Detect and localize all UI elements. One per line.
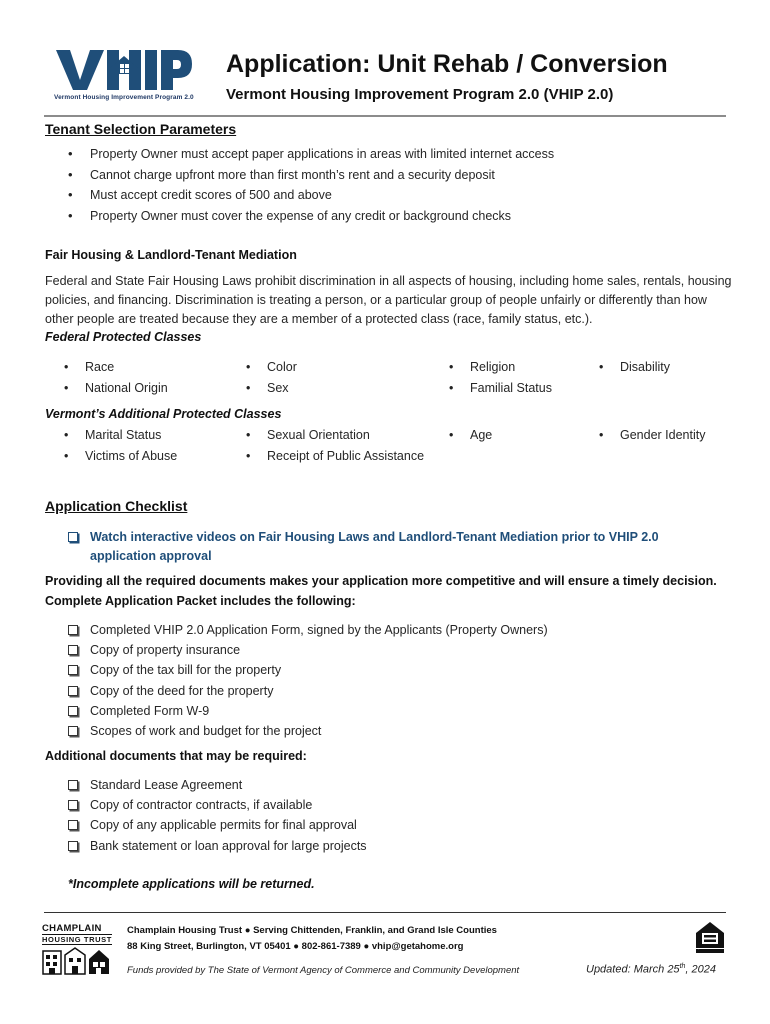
list-item: • Property Owner must accept paper applications in areas with limited internet access — [68, 144, 554, 165]
checkbox-icon[interactable] — [68, 706, 78, 716]
list-item: • Property Owner must cover the expense of any credit or background checks — [68, 206, 554, 227]
page-subtitle: Vermont Housing Improvement Program 2.0 (VHIP 2.0) — [226, 86, 614, 103]
vhip-wordmark — [54, 46, 194, 94]
list-item[interactable] — [68, 620, 548, 640]
list-item[interactable] — [68, 681, 548, 701]
protected-class: • Age — [449, 425, 599, 446]
protected-class: • Marital Status — [64, 425, 246, 446]
list-item[interactable] — [68, 701, 548, 721]
protected-class: • Familial Status — [449, 378, 599, 399]
application-checklist-heading: Application Checklist — [45, 498, 188, 514]
checkbox-icon[interactable] — [68, 726, 78, 736]
federal-classes-grid — [64, 357, 724, 399]
list-item-label: Bank statement or loan approval for large projects — [90, 838, 367, 853]
vhip-logo-tagline: Vermont Housing Improvement Program 2.0 — [54, 94, 194, 101]
checkbox-icon[interactable] — [68, 665, 78, 675]
checklist-note-2: Complete Application Packet includes the following: — [45, 594, 356, 608]
list-item-label: Standard Lease Agreement — [90, 778, 243, 792]
fair-housing-heading: Fair Housing & Landlord-Tenant Mediation — [45, 248, 297, 262]
list-item[interactable] — [68, 721, 548, 741]
checklist-note-1: Providing all the required documents makes your application more competitive and will ensure a timely decision. — [45, 574, 717, 588]
list-item-label: Completed VHIP 2.0 Application Form, signed by the Applicants (Property Owners) — [90, 623, 548, 637]
checkbox-icon[interactable] — [68, 800, 78, 810]
list-item-label: Copy of contractor contracts, if available — [90, 798, 313, 813]
protected-class: • Sexual Orientation — [246, 425, 449, 446]
header-divider — [44, 115, 726, 117]
protected-class: • Gender Identity — [599, 425, 724, 446]
protected-class: • Receipt of Public Assistance — [246, 446, 449, 467]
list-item-label: Copy of the deed for the property — [90, 683, 274, 698]
page-title: Application: Unit Rehab / Conversion — [226, 50, 668, 78]
equal-housing-opportunity-icon: EQUAL HOUSING OPPORTUNITY — [694, 920, 726, 959]
buildings-icon — [42, 945, 112, 975]
required-documents-list — [68, 620, 548, 741]
checkbox-icon[interactable] — [68, 780, 78, 790]
checkbox-icon[interactable] — [68, 532, 78, 542]
champlain-housing-trust-logo: CHAMPLAIN HOUSING TRUST — [42, 924, 112, 980]
footer-divider — [44, 912, 726, 913]
list-item[interactable] — [68, 640, 548, 660]
checkbox-icon[interactable] — [68, 686, 78, 696]
incomplete-warning: *Incomplete applications will be returned. — [68, 877, 315, 891]
checkbox-icon[interactable] — [68, 625, 78, 635]
protected-class: • Disability — [599, 357, 724, 378]
watch-videos-item[interactable] — [68, 528, 728, 566]
protected-class: • Color — [246, 357, 449, 378]
updated-date: Updated: March 25th, 2024 — [586, 963, 716, 976]
checkbox-icon[interactable] — [68, 841, 78, 851]
footer-org-line: Champlain Housing Trust ● Serving Chittenden, Franklin, and Grand Isle Counties — [127, 925, 497, 936]
watch-videos-label: Watch interactive videos on Fair Housing Laws and Landlord-Tenant Mediation prior to VHIP 2.0 application approval — [90, 530, 659, 563]
tenant-selection-heading: Tenant Selection Parameters — [45, 121, 237, 137]
checkbox-icon[interactable] — [68, 645, 78, 655]
tenant-selection-list — [68, 144, 554, 226]
protected-class: • Race — [64, 357, 246, 378]
list-item: • Must accept credit scores of 500 and above — [68, 185, 554, 206]
vhip-logo — [54, 46, 194, 108]
list-item-label: Copy of property insurance — [90, 643, 241, 658]
vermont-classes-grid — [64, 425, 724, 467]
checkbox-icon[interactable] — [68, 820, 78, 830]
list-item-label: Completed Form W-9 — [90, 703, 210, 718]
additional-documents-list — [68, 775, 367, 856]
additional-documents-heading: Additional documents that may be required: — [45, 749, 307, 763]
protected-class: • National Origin — [64, 378, 246, 399]
list-item[interactable] — [68, 775, 367, 795]
protected-class: • Religion — [449, 357, 599, 378]
list-item-label: Copy of any applicable permits for final approval — [90, 818, 357, 833]
footer-funding-line: Funds provided by The State of Vermont Agency of Commerce and Community Development — [127, 965, 520, 976]
list-item-label: Copy of the tax bill for the property — [90, 663, 282, 678]
list-item[interactable] — [68, 660, 548, 680]
fair-housing-paragraph: Federal and State Fair Housing Laws prohibit discrimination in all aspects of housing, including home sales, rentals, housing policies, and financing. Discrimination is treating a person, or a particular group of people unfairly or differently than how other people are treated because they are a member of a protected class (race, family status, etc.). — [45, 274, 732, 326]
protected-class: • Victims of Abuse — [64, 446, 246, 467]
list-item[interactable] — [68, 815, 367, 835]
footer-contact-line: 88 King Street, Burlington, VT 05401 ● 802-861-7389 ● vhip@getahome.org — [127, 941, 464, 952]
protected-class: • Sex — [246, 378, 449, 399]
list-item[interactable] — [68, 836, 367, 856]
list-item[interactable] — [68, 795, 367, 815]
vermont-classes-heading: Vermont’s Additional Protected Classes — [45, 407, 282, 421]
list-item-label: Scopes of work and budget for the project — [90, 723, 322, 738]
list-item: • Cannot charge upfront more than first month’s rent and a security deposit — [68, 165, 554, 186]
federal-classes-heading: Federal Protected Classes — [45, 330, 202, 344]
